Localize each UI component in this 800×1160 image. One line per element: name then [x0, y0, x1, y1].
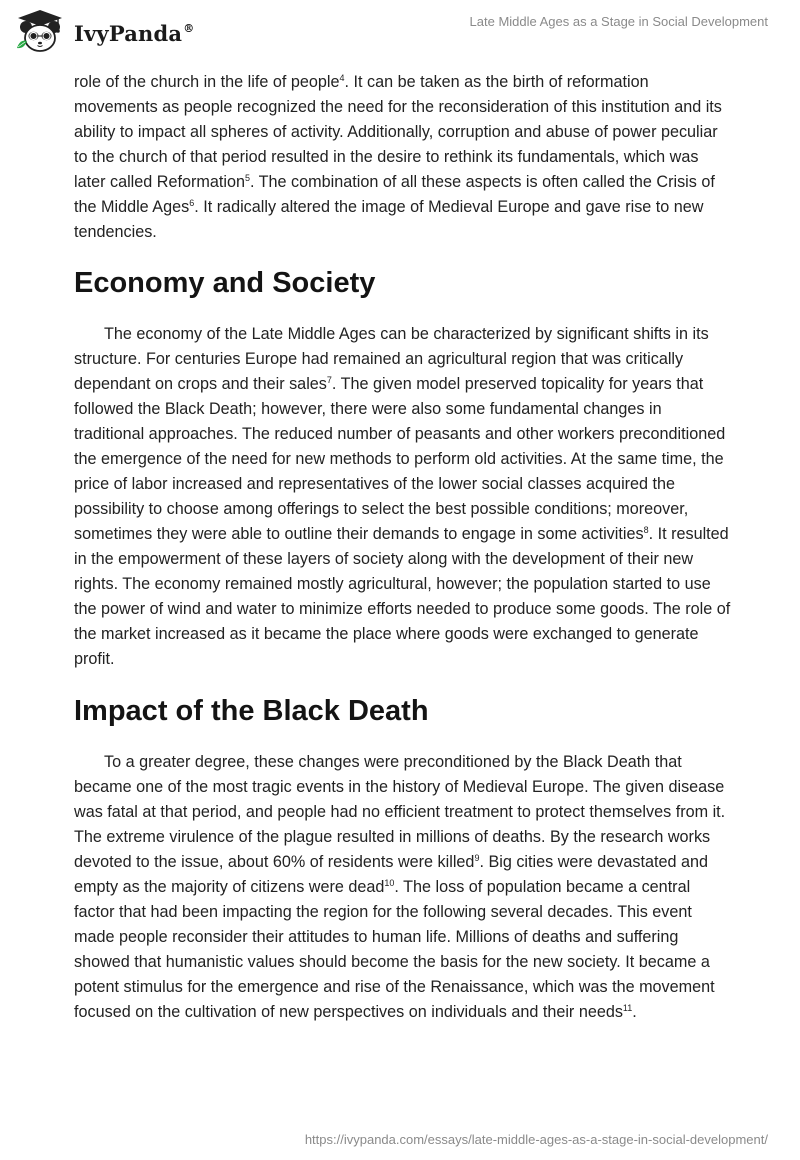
footnote-ref[interactable]: 11: [622, 1003, 633, 1013]
section-heading-black-death: Impact of the Black Death: [74, 695, 429, 727]
text-run: .: [632, 1003, 637, 1021]
footnote-ref[interactable]: 7: [326, 375, 332, 385]
text-run: . The combination of all these aspects is often called the Crisis of the Middle Ages: [74, 173, 715, 216]
footnote-ref[interactable]: 9: [474, 853, 480, 863]
footnote-ref[interactable]: 4: [339, 73, 345, 83]
brand-text: IvyPanda: [74, 20, 183, 46]
panda-logo-icon: [14, 8, 66, 54]
registered-mark: ®: [183, 21, 195, 35]
text-run: . The loss of population became a central factor that had been impacting the region for the following several decades. This event made people reconsider their attitudes to human life. Millions of deaths and suffering showed that humanistic values should become the basis for the new society. It became a potent stimulus for the emergence and rise of the Renaissance, which was the movement focused on the cultivation of new perspectives on individuals and their needs: [74, 878, 715, 1021]
footnote-ref[interactable]: 8: [643, 525, 649, 535]
text-run: The economy of the Late Middle Ages can be characterized by significant shifts in its structure. For centuries Europe had remained an agricultural region that was critically dependant on crops and their sales: [74, 325, 709, 393]
text-run: . It radically altered the image of Medieval Europe and gave rise to new tendencies.: [74, 198, 704, 241]
document-title: Late Middle Ages as a Stage in Social Development: [469, 14, 768, 29]
section-heading-economy: Economy and Society: [74, 267, 376, 299]
source-url[interactable]: https://ivypanda.com/essays/late-middle-ages-as-a-stage-in-social-development/: [304, 1132, 768, 1147]
economy-paragraph: [74, 322, 734, 672]
black-death-paragraph: [74, 750, 734, 1025]
text-run: . It resulted in the empowerment of these layers of society along with the development of their new rights. The economy remained mostly agricultural, however; the population started to use the power of wind and water to minimize efforts needed to produce some goods. The role of the market increased as it became the place where goods were exchanged to generate profit.: [74, 525, 731, 668]
essay-body: [74, 70, 734, 1025]
footnote-ref[interactable]: 6: [189, 198, 195, 208]
text-run: . Big cities were devastated and empty as the majority of citizens were dead: [74, 853, 709, 896]
text-run: role of the church in the life of people: [74, 73, 340, 91]
footnote-ref[interactable]: 5: [244, 173, 250, 183]
text-run: . It can be taken as the birth of reformation movements as people recognized the need for the reconsideration of this institution and its ability to impact all spheres of activity. Additionally, corruption and abuse of power peculiar to the church of that period resulted in the desire to rethink its fundamentals, which was later called Reformation: [74, 73, 722, 191]
footnote-ref[interactable]: 10: [384, 878, 395, 888]
text-run: To a greater degree, these changes were preconditioned by the Black Death that became one of the most tragic events in the history of Medieval Europe. The given disease was fatal at that period, and people had no efficient treatment to protect themselves from it. The extreme virulence of the plague resulted in millions of deaths. By the research works devoted to the issue, about 60% of residents were killed: [74, 753, 726, 871]
ivypanda-logo[interactable]: [14, 8, 194, 54]
intro-paragraph: [74, 70, 734, 245]
text-run: . The given model preserved topicality for years that followed the Black Death; however, there were also some fundamental changes in traditional approaches. The reduced number of peasants and other workers preconditioned the emergence of the need for new methods to perform old activities. At the same time, the price of labor increased and representatives of the lower social classes acquired the possibility to choose among offerings to select the best possible conditions; moreover, sometimes they were able to outline their demands to engage in some activities: [74, 375, 726, 543]
brand-name: [74, 21, 194, 46]
page-header: [0, 0, 800, 60]
